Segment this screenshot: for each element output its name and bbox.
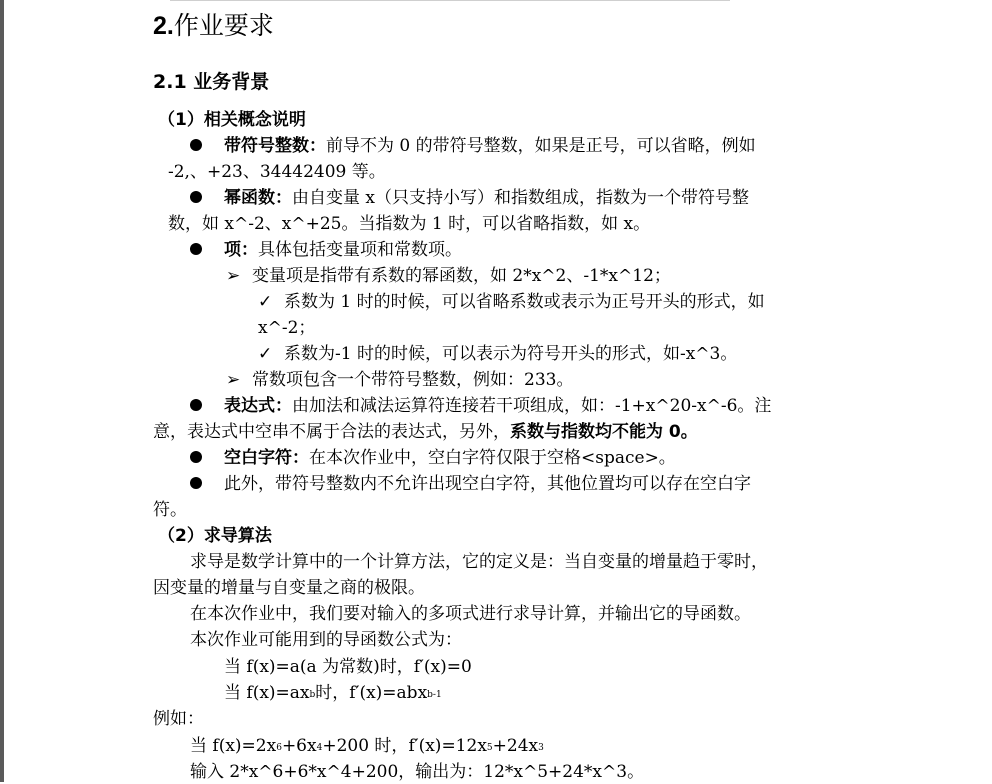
heading-number: 2. <box>153 12 174 40</box>
formula-2-result-exp: b-1 <box>427 690 442 700</box>
check-icon: ✓ <box>258 292 273 312</box>
bullet-other <box>190 472 751 496</box>
ex1-part: +200 时， <box>322 736 409 756</box>
task-text: 在本次作业中，我们要对输入的多项式进行求导计算，并输出它的导函数。 <box>190 604 751 624</box>
var-term-item <box>226 264 671 288</box>
expr-text-emphasis: 系数与指数均不能为 0。 <box>510 422 698 442</box>
formula-2-result: f′(x)=abx <box>349 683 428 703</box>
formula-1-result: f′(x)=0 <box>413 657 472 677</box>
expr-text-normal: 意，表达式中空串不属于合法的表达式，另外， <box>153 422 510 442</box>
coef1-text-cont: x^-2； <box>258 318 316 338</box>
heading-title: 作业要求 <box>173 11 274 40</box>
const-term-item <box>226 368 573 392</box>
power-text-cont: 数，如 x^-2、x^+25。当指数为 1 时，可以省略指数，如 x。 <box>168 214 651 234</box>
const-term-text: 常数项包含一个带符号整数，例如：233。 <box>252 370 574 390</box>
formula-2-exp: b <box>309 690 316 700</box>
space-text: 在本次作业中，空白字符仅限于空格<space>。 <box>309 448 676 468</box>
def-text-cont: 因变量的增量与自变量之商的极限。 <box>153 578 425 598</box>
arrow-icon: ➢ <box>226 370 241 390</box>
var-term-text: 变量项是指带有系数的幂函数，如 2*x^2、-1*x^12； <box>252 266 671 286</box>
formula-2-when: 时， <box>315 683 350 703</box>
concepts-title: （1）相关概念说明 <box>158 110 306 130</box>
ex1-exp: 6 <box>276 743 282 753</box>
ex1-part: +6 <box>281 736 307 756</box>
ex1-part: +24 <box>492 736 529 756</box>
term-label: 项： <box>224 240 258 260</box>
bullet-icon <box>190 399 202 411</box>
ex1-var: x <box>528 736 539 756</box>
bullet-icon <box>190 243 202 255</box>
check-icon: ✓ <box>258 344 273 364</box>
def-text: 求导是数学计算中的一个计算方法，它的定义是：当自变量的增量趋于零时， <box>190 552 768 572</box>
other-text: 此外，带符号整数内不允许出现空白字符，其他位置均可以存在空白字 <box>224 474 751 494</box>
int-text: 前导不为 0 的带符号整数，如果是正号，可以省略，例如 <box>326 136 756 156</box>
formula-2-cond: 当 f(x)= <box>224 683 290 703</box>
formula-1-cond: 当 f(x)=a(a 为常数)时， <box>224 657 414 677</box>
coef1-item <box>258 290 765 314</box>
bullet-space <box>190 446 676 470</box>
formula-1 <box>224 655 472 679</box>
page-left-edge <box>0 0 4 782</box>
formula-2-base: ax <box>289 683 310 703</box>
ex1-part: 当 f(x)=2 <box>190 736 267 756</box>
example-2: 输入 2*x^6+6*x^4+200，输出为：12*x^5+24*x^3。 <box>190 762 645 782</box>
expr-text-cont <box>153 420 698 444</box>
bullet-icon <box>190 139 202 151</box>
power-text: 由自变量 x（只支持小写）和指数组成，指数为一个带符号整 <box>292 188 749 208</box>
coef1-text: 系数为 1 时的时候，可以省略系数或表示为正号开头的形式，如 <box>284 292 765 312</box>
bullet-power <box>190 186 749 210</box>
int-label: 带符号整数： <box>224 136 326 156</box>
bullet-icon <box>190 191 202 203</box>
derivative-title: （2）求导算法 <box>158 526 272 546</box>
power-label: 幂函数： <box>224 188 292 208</box>
section-title: 2.1 业务背景 <box>153 71 270 93</box>
int-text-cont: -2,、+23、34442409 等。 <box>168 162 386 182</box>
example-1 <box>190 734 544 758</box>
ex1-exp: 4 <box>316 743 323 753</box>
term-text: 具体包括变量项和常数项。 <box>258 240 462 260</box>
other-text-cont: 符。 <box>153 500 187 520</box>
expr-label: 表达式： <box>224 396 292 416</box>
space-label: 空白字符： <box>224 448 309 468</box>
bullet-term <box>190 238 462 262</box>
ex1-result: f′(x)=12 <box>408 736 478 756</box>
bullet-int <box>190 134 756 158</box>
bullet-icon <box>190 477 202 489</box>
ex1-exp: 5 <box>486 743 493 753</box>
bullet-expr <box>190 394 771 418</box>
formula-2 <box>224 681 442 705</box>
expr-text: 由加法和减法运算符连接若干项组成，如：-1+x^20-x^-6。注 <box>292 396 772 416</box>
formula-intro: 本次作业可能用到的导函数公式为： <box>190 630 462 650</box>
ex1-exp: 3 <box>538 743 544 753</box>
page-top-rule <box>170 0 730 1</box>
bullet-icon <box>190 451 202 463</box>
example-label: 例如： <box>153 709 204 729</box>
heading-2 <box>153 11 274 40</box>
coefm1-text: 系数为-1 时的时候，可以表示为符号开头的形式，如-x^3。 <box>284 344 738 364</box>
ex1-var: x <box>266 736 277 756</box>
arrow-icon: ➢ <box>226 266 241 286</box>
ex1-var: x <box>307 736 317 756</box>
coefm1-item <box>258 342 737 366</box>
ex1-var: x <box>477 736 487 756</box>
